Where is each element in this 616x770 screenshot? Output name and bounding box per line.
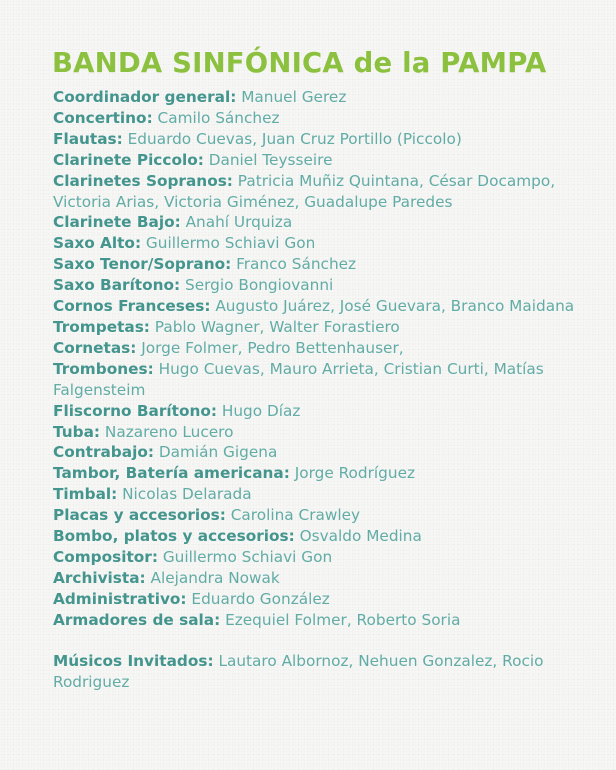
roster-entry-trombones	[53, 359, 598, 401]
roster-entry-saxo-baritono	[53, 275, 598, 296]
section-divider	[53, 631, 598, 652]
role-label: Coordinador general:	[53, 88, 237, 106]
role-label: Placas y accesorios:	[53, 506, 226, 525]
role-label: Armadores de sala:	[53, 610, 221, 629]
role-label: Cornetas:	[53, 338, 137, 357]
role-label: Fliscorno Barítono:	[53, 401, 217, 420]
musician-names: Sergio Bongiovanni	[180, 276, 334, 295]
musician-names: Camilo Sánchez	[152, 108, 280, 127]
musician-names: Daniel Teysseire	[203, 150, 333, 169]
musician-names: Anahí Urquiza	[180, 213, 293, 232]
roster-entry-clarinete-bajo	[53, 212, 598, 233]
roster-entry-flautas	[53, 129, 598, 150]
musician-names: Carolina Crawley	[225, 506, 361, 525]
musician-names: Hugo Cuevas, Mauro Arrieta, Cristian Curti, Matías Falgensteim	[53, 359, 544, 399]
role-label: Trombones:	[53, 359, 154, 378]
musician-names: Eduardo González	[186, 589, 330, 608]
role-label: Compositor:	[53, 547, 158, 566]
musician-roster	[53, 87, 598, 693]
musician-names: Guillermo Schiavi Gon	[157, 547, 333, 566]
role-label: Timbal:	[53, 485, 118, 504]
musician-names: Damián Gigena	[153, 443, 278, 462]
roster-entry-timbal	[53, 484, 598, 505]
roster-entry-administrativo	[53, 589, 598, 610]
musician-names: Franco Sánchez	[231, 255, 357, 274]
roster-entry-bombo-platos	[53, 526, 598, 547]
role-label: Tuba:	[53, 422, 101, 441]
role-label: Cornos Franceses:	[53, 297, 211, 316]
roster-entry-coordinador	[53, 87, 598, 108]
roster-entry-contrabajo	[53, 442, 598, 463]
role-label: Saxo Tenor/Soprano:	[53, 255, 232, 274]
roster-entry-armadores-de-sala	[53, 610, 598, 631]
role-label: Clarinete Piccolo:	[53, 150, 204, 169]
roster-entry-cornos-franceses	[53, 296, 598, 317]
roster-entry-clarinete-piccolo	[53, 150, 598, 171]
role-label: Saxo Barítono:	[53, 276, 181, 295]
role-label: Clarinetes Sopranos:	[53, 171, 233, 190]
role-label: Trompetas:	[53, 317, 150, 336]
roster-entry-clarinetes-sopranos	[53, 171, 598, 213]
musician-names: Patricia Muñiz Quintana, César Docampo, Victoria Arias, Victoria Giménez, Guadalupe Paredes	[53, 171, 556, 211]
musician-names: Guillermo Schiavi Gon	[141, 234, 316, 253]
role-label: Administrativo:	[53, 589, 187, 608]
roster-entry-musicos-invitados	[53, 651, 598, 693]
musician-names: Lautaro Albornoz, Nehuen Gonzalez, Rocio Rodriguez	[53, 652, 544, 692]
role-label: Clarinete Bajo:	[53, 213, 181, 232]
roster-entry-placas	[53, 505, 598, 526]
role-label: Contrabajo:	[53, 443, 154, 462]
roster-entry-tambor-bateria	[53, 463, 598, 484]
musician-names: Jorge Rodríguez	[289, 464, 416, 483]
musician-names: Alejandra Nowak	[145, 568, 280, 587]
role-label: Archivista:	[53, 568, 146, 587]
role-label: Tambor, Batería americana:	[53, 464, 290, 483]
roster-entry-saxo-tenor-soprano	[53, 254, 598, 275]
roster-entry-fliscorno-baritono	[53, 401, 598, 422]
role-label: Flautas:	[53, 129, 123, 148]
musician-names: Hugo Díaz	[217, 401, 301, 420]
roster-entry-concertino	[53, 108, 598, 129]
roster-entry-trompetas	[53, 317, 598, 338]
musician-names: Ezequiel Folmer, Roberto Soria	[220, 610, 461, 629]
roster-entry-archivista	[53, 568, 598, 589]
musician-names: Nicolas Delarada	[117, 485, 252, 504]
role-label: Saxo Alto:	[53, 234, 142, 253]
musician-names: Pablo Wagner, Walter Forastiero	[149, 317, 400, 336]
role-label: Bombo, platos y accesorios:	[53, 527, 295, 546]
page-title: BANDA SINFÓNICA de la PAMPA	[52, 47, 547, 79]
roster-entry-tuba	[53, 422, 598, 443]
musician-names: Manuel Gerez	[236, 88, 347, 106]
role-label: Concertino:	[53, 108, 153, 127]
musician-names: Jorge Folmer, Pedro Bettenhauser,	[136, 338, 404, 357]
musician-names: Eduardo Cuevas, Juan Cruz Portillo (Piccolo)	[122, 129, 462, 148]
musician-names: Nazareno Lucero	[100, 422, 234, 441]
role-label: Músicos Invitados:	[53, 652, 214, 671]
roster-entry-compositor	[53, 547, 598, 568]
musician-names: Osvaldo Medina	[294, 527, 422, 546]
roster-entry-saxo-alto	[53, 233, 598, 254]
roster-entry-cornetas	[53, 338, 598, 359]
musician-names: Augusto Juárez, José Guevara, Branco Maidana	[210, 297, 575, 316]
